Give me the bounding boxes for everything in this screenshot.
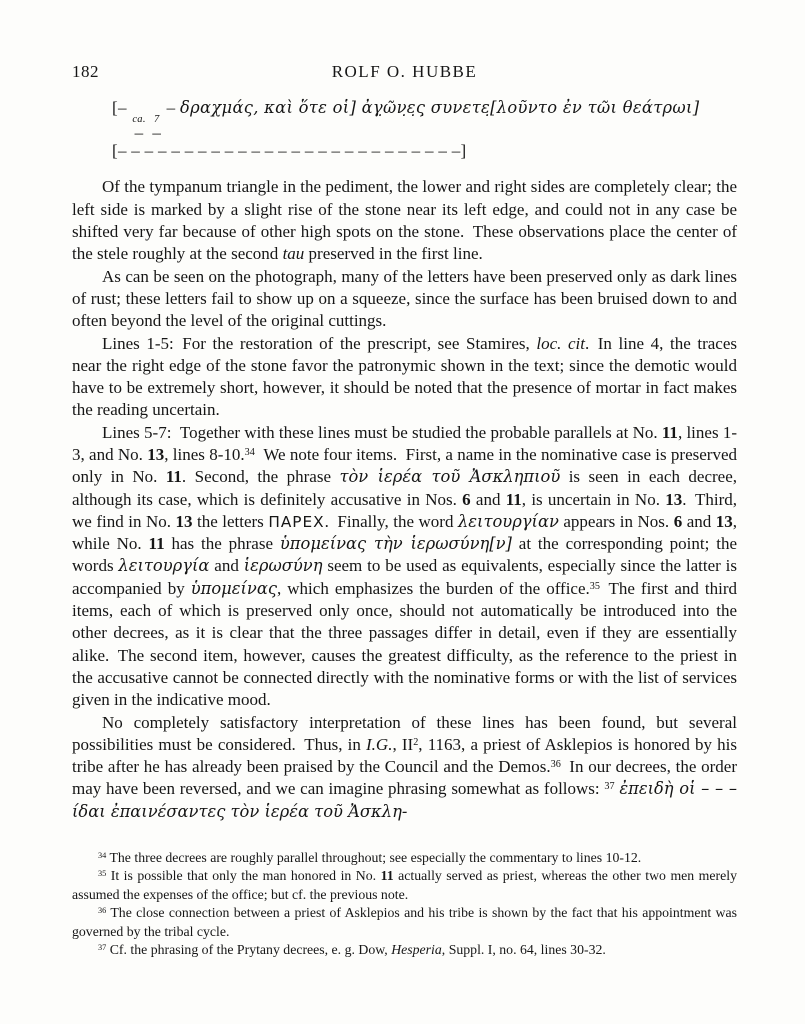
paragraph-interpretation [72, 712, 737, 823]
text-run: Lines 5-7: Together with these lines must be studied the probable parallels at No. [102, 422, 662, 442]
text-run: , while No. [72, 511, 737, 554]
text-run: ὑπομείνας [190, 578, 277, 598]
text-run: , II [392, 734, 414, 754]
inscription-line-2 [112, 139, 737, 162]
footnote-35 [72, 867, 737, 904]
text-run: and [470, 489, 506, 509]
text-run: preserved in the first line. [304, 244, 483, 264]
text-run: ὑπομείνας τὴν ἱερωσύνη[ν] [279, 534, 512, 554]
text-run: 11 [380, 868, 394, 884]
text-run: λειτουργίαν [457, 511, 559, 531]
text-run: I.G. [366, 734, 393, 754]
text-run: has the phrase [164, 534, 280, 554]
article-body [72, 176, 737, 823]
text-run: . Third, we find in No. [72, 489, 737, 531]
text-run: . In line 4, the traces near the right edge of the stone favor the patronymic shown in the text; since the demotic would have to be extremely short, however, it should be noted that the presence of mortar in fact makes the reading uncertain. [72, 333, 737, 420]
text-run: 34 [244, 446, 255, 458]
paragraph-photograph [72, 266, 737, 333]
text-run: 13 [175, 511, 193, 531]
text-run: at the corresponding point; the words [72, 534, 737, 576]
text-run: tau [282, 244, 305, 264]
inscription-line-1 [112, 96, 737, 142]
text-run: , 1163, a priest of Asklepios is honored by his tribe after he has already been praised by the Council and the Demos. [72, 734, 737, 777]
lacuna-dash: – [134, 122, 144, 142]
text-run: In our decrees, the order may have been reversed, and we can imagine phrasing somewhat as follows: [72, 757, 737, 799]
text-run: 2 [413, 736, 419, 748]
text-run: , lines 1-3, and No. [72, 422, 737, 464]
text-run: ἱερωσύνη [243, 556, 323, 576]
footnotes-section [72, 849, 737, 959]
footnote-36 [72, 904, 737, 941]
text-run: 11 [505, 489, 522, 509]
text-run: 37 [98, 942, 107, 952]
text-run: τὸν ἱερέα τοῦ Ἀσκληπιοῦ [339, 467, 561, 487]
text-run: , is uncertain in No. [521, 489, 666, 509]
text-run: [– [112, 98, 132, 117]
footnote-34 [72, 849, 737, 867]
text-run: Cf. the phrasing of the Prytany decrees, e. g. Dow, [106, 942, 392, 958]
text-run: The close connection between a priest of Asklepios and his tribe is shown by the fact that his appointment was governed by the tribal cycle. [72, 905, 737, 939]
text-run: 11 [148, 534, 165, 554]
text-run: 36 [550, 759, 561, 771]
text-run: 11 [661, 422, 678, 442]
page-number: 182 [72, 62, 99, 81]
text-run: seem to be used as equivalents, especially since the latter is accompanied by [72, 556, 738, 598]
footnote-37 [72, 941, 737, 959]
greek-inscription-block [112, 96, 737, 162]
text-run: 35 [589, 580, 600, 592]
text-run: – [162, 98, 181, 117]
text-run: It is possible that only the man honored in No. [106, 868, 381, 884]
text-run: the letters [192, 511, 269, 531]
text-run: loc. cit [536, 333, 585, 353]
text-run: Lines 1-5: For the restoration of the prescript, see Stamires, [102, 333, 537, 353]
text-run: . Second, the phrase [181, 467, 340, 487]
text-run: 34 [98, 850, 107, 860]
text-run: and [682, 511, 716, 531]
text-run [147, 98, 152, 117]
text-run: . Finally, the word [324, 511, 458, 531]
page-header [72, 62, 737, 84]
text-run: and [209, 556, 244, 576]
text-run: 11 [165, 467, 182, 487]
text-run: The first and third items, each of which is preserved only once, should not automatically be introduced into the other decrees, as it is clear that the three passages differ in detail, even if they are essentially alike. The second item, however, causes the greatest difficulty, as the reference to the priest in the accusative cannot be connected directly with the nominative forms or with the list of services given in the indicative mood. [72, 578, 737, 710]
text-run: actually served as priest, whereas the other two men merely assumed the expenses of the office; but cf. the previous note. [72, 868, 737, 902]
lacuna-extent-notation [152, 114, 162, 142]
text-run: 13 [715, 511, 733, 531]
paragraph-lines-5-7 [72, 422, 737, 712]
text-run: ΠΑΡΕΧ [268, 512, 325, 531]
text-run: As can be seen on the photograph, many of the letters have been preserved only as dark lines of rust; these letters fail to show up on a squeeze, since the surface has been bruised down to and often beyond the level of the original cuttings. [72, 266, 737, 331]
text-run: Of the tympanum triangle in the pediment, the lower and right sides are completely clear; the left side is marked by a slight rise of the stone near its left edge, and could not in any case be shifted very far because of other high spots on the stone. These observations place the center of the stele roughly at the second [72, 177, 737, 264]
text-run: 6 [673, 511, 683, 531]
lacuna-label: ca. [132, 114, 146, 126]
text-run: 13 [147, 445, 165, 464]
text-run: Hesperia [391, 942, 442, 958]
text-run: 35 [98, 869, 107, 879]
text-run: We note four items. First, a name in the nominative case is preserved only in No. [72, 445, 738, 487]
text-run: [– – – – – – – – – – – – – – – – – – – – – – – – – –] [112, 141, 467, 161]
text-run: λειτουργία [118, 556, 210, 576]
text-run: The three decrees are roughly parallel throughout; see especially the commentary to lines 10-12. [106, 850, 642, 866]
paragraph-lines-1-5 [72, 333, 737, 422]
paragraph-tympanum [72, 176, 737, 265]
running-head: ROLF O. HUBBE [331, 62, 478, 81]
text-run: 36 [98, 906, 107, 916]
lacuna-dash: – [152, 122, 162, 142]
text-run: 6 [462, 489, 471, 509]
text-run: δραχμάς, καὶ ὅτε οἱ] ἀγ̣ῶν̣ε̣ς̣ συνετε̣[λοῦντο ἐν τῶι θεάτρωι] [180, 98, 700, 117]
text-run: , which emphasizes the burden of the office. [277, 578, 590, 598]
text-run: No completely satisfactory interpretation of these lines has been found, but several possibilities must be considered. Thus, in [72, 712, 737, 754]
text-run: ἐπειδὴ οἱ – – – ίδαι ἐπαινέσαντες τὸν ἱερέα τοῦ Ἀσκλη- [72, 779, 738, 821]
lacuna-extent-notation [132, 114, 146, 142]
text-run: 37 [604, 781, 615, 793]
text-run: , Suppl. I, no. 64, lines 30-32. [441, 942, 606, 958]
text-run: is seen in each decree, although its case, which is definitely accusative in Nos. [72, 467, 737, 509]
text-run: , lines 8-10. [164, 445, 245, 464]
text-run: appears in Nos. [558, 511, 674, 531]
text-run: 13 [665, 489, 683, 509]
lacuna-label: 7 [153, 114, 160, 126]
